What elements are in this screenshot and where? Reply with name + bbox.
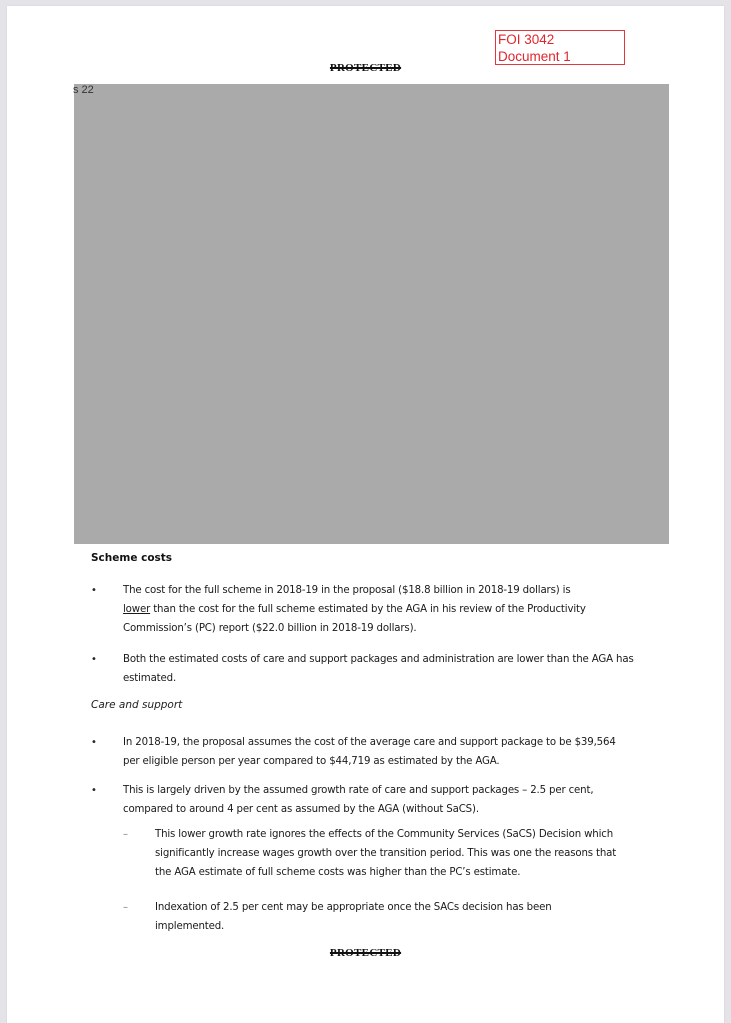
dash-marker: –: [123, 829, 128, 840]
bullet-marker: •: [91, 585, 97, 596]
bullet-text: The cost for the full scheme in 2018-19 in the proposal ($18.8 billion in 2018-19 dollars) is: [123, 585, 571, 596]
foi-stamp: [495, 30, 625, 65]
bullet-paragraph-estimated-costs: Both the estimated costs of care and support packages and administration are lower than the AGA has estimated.: [123, 654, 634, 684]
section-heading: Scheme costs: [91, 552, 173, 564]
bullet-marker: •: [91, 737, 97, 748]
underlined-emphasis: lower: [123, 604, 151, 615]
classification-footer: PROTECTED: [329, 947, 402, 959]
redaction-exemption-label: s 22: [73, 84, 94, 96]
subsection-heading: Care and support: [91, 699, 183, 711]
dash-paragraph-indexation: Indexation of 2.5 per cent may be appropriate once the SACs decision has been implemented.: [155, 902, 552, 932]
dash-marker: –: [123, 902, 128, 913]
redacted-block: [74, 84, 669, 544]
bullet-marker: •: [91, 654, 97, 665]
bullet-paragraph-package-cost: In 2018-19, the proposal assumes the cost of the average care and support package to be $39,564 per eligible person per year compared to $44,719 as estimated by the AGA.: [123, 737, 616, 767]
bullet-text-continued: than the cost for the full scheme estimated by the AGA in his review of the Productivity Commission’s (PC) report ($22.0 billion in 2018-19 dollars).: [123, 604, 586, 634]
dash-paragraph-sacs-effect: This lower growth rate ignores the effects of the Community Services (SaCS) Decision which significantly increase wages growth over the transition period. This was one the reasons that the AGA estimate of full scheme costs was higher than the PC’s estimate.: [155, 829, 617, 878]
bullet-paragraph-scheme-cost: [123, 581, 643, 638]
foi-stamp-document: Document 1: [498, 49, 571, 64]
foi-stamp-number: FOI 3042: [498, 32, 555, 47]
bullet-paragraph-growth-rate: This is largely driven by the assumed growth rate of care and support packages – 2.5 per cent, compared to around 4 per cent as assumed by the AGA (without SaCS).: [123, 785, 594, 815]
classification-header: PROTECTED: [329, 62, 402, 74]
bullet-marker: •: [91, 785, 97, 796]
